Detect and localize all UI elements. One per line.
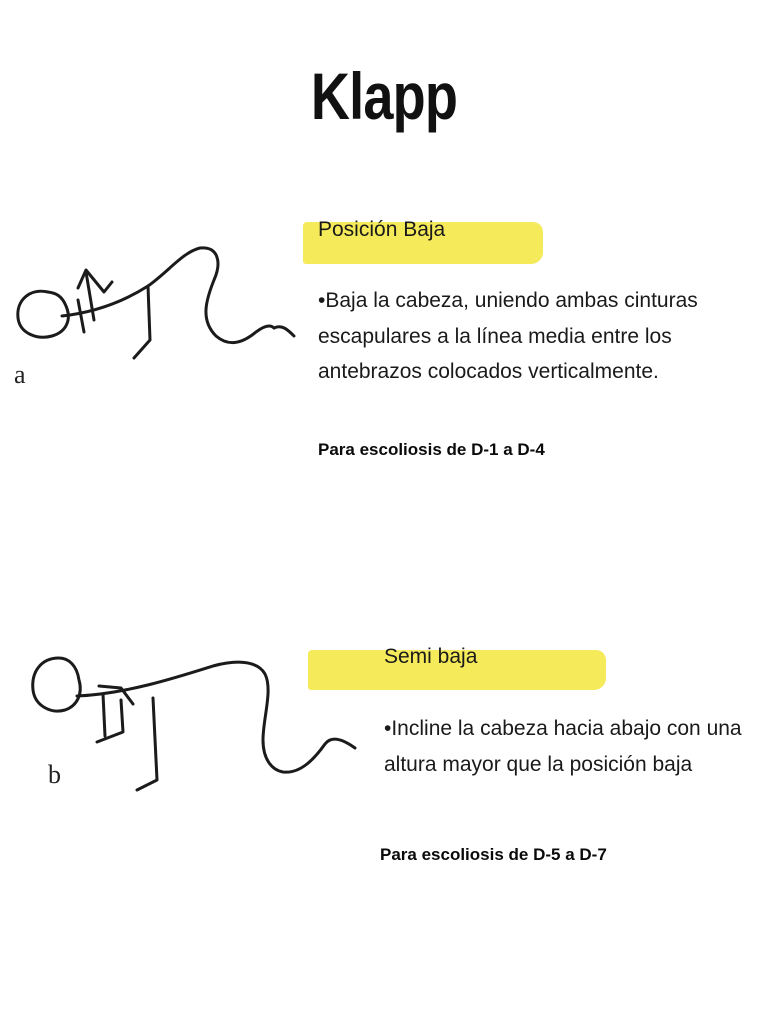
page-title: Klapp: [310, 59, 458, 133]
figure-label-a: a: [14, 360, 26, 389]
section-heading: Semi baja: [384, 645, 478, 668]
figure-label-b: b: [48, 760, 61, 789]
section-heading: Posición Baja: [318, 218, 446, 241]
klapp-position-a-illustration: [8, 240, 303, 370]
section-note: Para escoliosis de D-1 a D-4: [318, 440, 545, 459]
section-description: •Baja la cabeza, uniendo ambas cinturas escapulares a la línea media entre los antebrazos colocados verticalmente.: [318, 289, 698, 383]
section-note: Para escoliosis de D-5 a D-7: [380, 845, 607, 864]
section-description: •Incline la cabeza hacia abajo con una altura mayor que la posición baja: [384, 717, 742, 776]
